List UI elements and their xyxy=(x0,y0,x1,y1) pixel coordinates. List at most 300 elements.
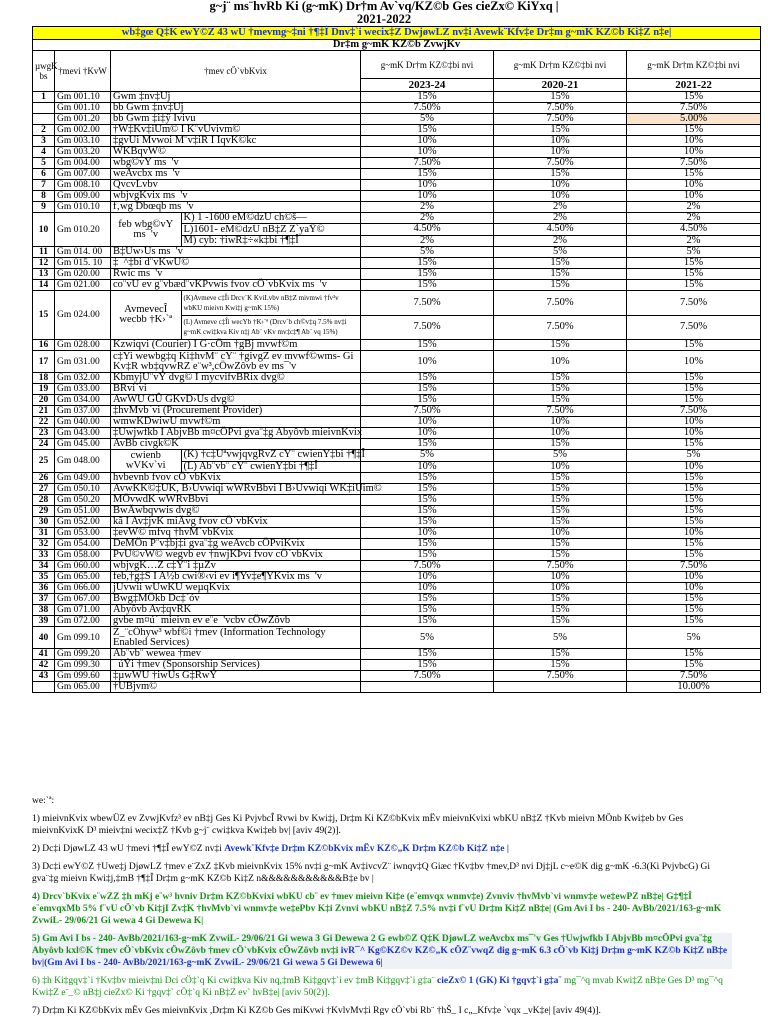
header-rate-3: g~mK Dr†m KZ©‡bi nvi xyxy=(627,51,761,79)
rate-2021-22-cell: 5% xyxy=(627,450,761,462)
serial-cell: 35 xyxy=(33,572,55,583)
serial-cell: 25 xyxy=(33,450,55,473)
rate-2020-21-cell: 15% xyxy=(494,495,627,506)
rate-2023-24-cell: 15% xyxy=(361,660,494,671)
serial-cell: 43 xyxy=(33,671,55,682)
sub-provider-cell: M) cyb: †iwR‡÷«k‡bi †¶‡Î xyxy=(183,234,299,246)
rate-2021-22-cell: 10% xyxy=(627,351,761,373)
rate-2021-22-cell: 2% xyxy=(627,235,761,246)
rate-2021-22-cell: 10% xyxy=(627,528,761,539)
serial-cell xyxy=(33,114,55,125)
service-code-cell: Gm 031.00 xyxy=(55,351,111,373)
rate-2020-21-cell: 15% xyxy=(494,506,627,517)
rate-2021-22-cell: 15% xyxy=(627,169,761,180)
rate-2023-24-cell: 15% xyxy=(361,373,494,384)
provider-cell: ‡hvMvb`vi (Procurement Provider) xyxy=(111,406,361,417)
service-code-cell: Gm 049.00 xyxy=(55,473,111,484)
service-code-cell: Gm 033.00 xyxy=(55,384,111,395)
table-row xyxy=(33,180,761,191)
rate-2021-22-cell: 10% xyxy=(627,417,761,428)
service-code-cell: Gm 010.10 xyxy=(55,202,111,213)
rate-2021-22-cell: 7.50% xyxy=(627,291,761,316)
provider-cell: c‡Yi wewbg‡q Ki‡hvM¨ cY¨ †givgZ ev mvwf©wms- Gi Kv‡R wb‡qvwRZ e¨w³,cÖwZôvb ev ms¯'v xyxy=(111,351,361,373)
provider-cell: gvbe m¤ú` mieivn ev e¨e¯'vcbv cÖwZôvb xyxy=(111,616,361,627)
rate-2021-22-cell: 10% xyxy=(627,428,761,439)
note-7: 7) Dr‡m Ki KZ©bKvix mËv Ges mieivnKvix ,Dr‡m Ki KZ©b Ges miKvwi †KvlvMv‡i Rgv cÖ`vbi Rb¨ †hŠ_ I c„_Kfv‡e `vqx _vK‡e| [aviv 49(4)]. xyxy=(32,1006,601,1016)
table-row xyxy=(33,247,761,258)
header-serial: µwgK bs xyxy=(33,51,55,92)
rate-2023-24-cell: 15% xyxy=(361,340,494,351)
table-row xyxy=(33,572,761,583)
rate-2020-21-cell: 7.50% xyxy=(494,561,627,572)
rate-2021-22-cell: 5% xyxy=(627,627,761,649)
rate-2021-22-cell: 5.00% xyxy=(627,114,761,125)
rate-2021-22-cell: 2% xyxy=(627,213,761,224)
rate-2021-22-cell: 10% xyxy=(627,572,761,583)
service-code-cell: Gm 099.10 xyxy=(55,627,111,649)
service-code-cell: Gm 004.00 xyxy=(55,158,111,169)
rate-2021-22-cell: 7.50% xyxy=(627,158,761,169)
provider-cell: Gwm ‡nv‡Uj xyxy=(111,92,361,103)
table-row xyxy=(33,351,761,373)
serial-cell: 34 xyxy=(33,561,55,572)
service-code-cell: Gm 099.60 xyxy=(55,671,111,682)
provider-cell: PvU©vW© wegvb ev †nwjKÞvi fvov cÖ`vbKvix xyxy=(111,550,361,561)
table-row xyxy=(33,114,761,125)
rate-2021-22-cell: 15% xyxy=(627,550,761,561)
table-row xyxy=(33,528,761,539)
rate-2020-21-cell: 15% xyxy=(494,373,627,384)
rate-2023-24-cell: 15% xyxy=(361,484,494,495)
rate-2020-21-cell: 10% xyxy=(494,417,627,428)
serial-cell xyxy=(33,682,55,693)
provider-cell: KbmyjU¨vÝ dvg© I mycvifvBRix dvg© xyxy=(111,373,361,384)
table-row xyxy=(33,169,761,180)
serial-cell: 15 xyxy=(33,291,55,340)
serial-cell: 14 xyxy=(33,280,55,291)
rate-2021-22-cell: 15% xyxy=(627,616,761,627)
rate-2023-24-cell: 15% xyxy=(361,395,494,406)
rate-2023-24-cell: 15% xyxy=(361,495,494,506)
service-code-cell: Gm 020.00 xyxy=(55,269,111,280)
rate-2020-21-cell: 15% xyxy=(494,439,627,450)
header-provider: †mev cÖ`vbKvix xyxy=(111,51,361,92)
serial-cell: 16 xyxy=(33,340,55,351)
serial-cell xyxy=(33,103,55,114)
provider-cell: wbjvgKvix ms¯'v xyxy=(111,191,361,202)
rate-2023-24-cell: 15% xyxy=(361,125,494,136)
table-row xyxy=(33,269,761,280)
table-row xyxy=(33,450,761,462)
rate-2023-24-cell: 15% xyxy=(361,280,494,291)
service-code-cell: Gm 024.00 xyxy=(55,291,111,340)
serial-cell: 32 xyxy=(33,539,55,550)
provider-cell: ‡gvUi Mvwoi M¨v‡iR I IqvK©kc xyxy=(111,136,361,147)
service-code-cell: Gm 021.00 xyxy=(55,280,111,291)
service-code-cell: Gm 008.10 xyxy=(55,180,111,191)
serial-cell: 21 xyxy=(33,406,55,417)
serial-cell: 31 xyxy=(33,528,55,539)
serial-cell: 26 xyxy=(33,473,55,484)
service-code-cell: Gm 099.30 xyxy=(55,660,111,671)
rate-2021-22-cell: 15% xyxy=(627,594,761,605)
rate-2020-21-cell: 15% xyxy=(494,125,627,136)
rate-2021-22-cell: 10% xyxy=(627,191,761,202)
table-row xyxy=(33,92,761,103)
service-code-cell: Gm 014. 00 xyxy=(55,247,111,258)
table-row xyxy=(33,213,761,224)
rate-2021-22-cell: 10% xyxy=(627,461,761,473)
provider-cell: Kzwiqvi (Courier) I G·cÖm †gBj mvwf©m xyxy=(111,340,361,351)
rate-2020-21-cell: 15% xyxy=(494,660,627,671)
rate-2021-22-cell: 7.50% xyxy=(627,103,761,114)
sub-provider-cell: K) 1 -1600 eM©dzU ch©š— xyxy=(181,213,360,224)
service-code-cell: Gm 053.00 xyxy=(55,528,111,539)
rate-2021-22-cell: 7.50% xyxy=(627,406,761,417)
provider-cell: weAvcbx ms¯'v xyxy=(111,169,361,180)
rate-2021-22-cell: 10% xyxy=(627,180,761,191)
rate-2023-24-cell: 15% xyxy=(361,258,494,269)
rate-2021-22-cell: 15% xyxy=(627,373,761,384)
rate-2023-24-cell: 7.50% xyxy=(361,671,494,682)
rate-2023-24-cell: 7.50% xyxy=(361,291,494,316)
serial-cell: 3 xyxy=(33,136,55,147)
provider-cell: Z_¨cÖhyw³ wbf©i †mev (Information Technology Enabled Services) xyxy=(111,627,361,649)
rate-2021-22-cell: 15% xyxy=(627,125,761,136)
rate-2023-24-cell xyxy=(361,682,494,693)
serial-cell: 8 xyxy=(33,191,55,202)
provider-cell: wbjvgK…Z c‡Y¨i ‡µZv xyxy=(111,561,361,572)
provider-cell: AvBb civgk©K xyxy=(111,439,361,450)
rate-2023-24-cell: 15% xyxy=(361,506,494,517)
rate-2020-21-cell: 15% xyxy=(494,594,627,605)
note-6: 6) ‡h Ki‡gqv‡`i †Kv‡bv mieiv‡ni Dci cÖ‡`q Ki cwi‡kva Kiv nq,‡mB Ki‡gqv‡`i ev ‡mB Ki‡gqv‡`i g‡a¨ cieZx© 1 (GK) Ki †gqv‡`i g‡a¨ mg¯^q mvab Kwi‡Z nB‡e Ges D³ mg¯^q Kwi‡Z e¨_© nB‡j cieZx© Ki †gqv‡` cÖ‡`q Ki nB‡Z ev` hvB‡e| [aviv 50(2)]. xyxy=(32,976,723,998)
rate-2023-24-cell: 10% xyxy=(361,191,494,202)
rate-2020-21-cell: 10% xyxy=(494,572,627,583)
rate-2023-24-cell: 10% xyxy=(361,583,494,594)
provider-cell: co¨vU ev g¨vbæd¨vKPvwis fvov cÖ`vbKvix ms¯'v xyxy=(111,280,361,291)
rate-2021-22-cell: 15% xyxy=(627,258,761,269)
rate-2020-21-cell: 10% xyxy=(494,428,627,439)
service-code-cell: Gm 067.00 xyxy=(55,594,111,605)
service-code-cell: Gm 071.00 xyxy=(55,605,111,616)
provider-cell: bb Gwm ‡i‡ÿ Ivivu xyxy=(111,114,361,125)
rate-2023-24-cell: 4.50% xyxy=(361,224,494,235)
serial-cell: 19 xyxy=(33,384,55,395)
serial-cell: 41 xyxy=(33,649,55,660)
serial-cell: 37 xyxy=(33,594,55,605)
note-5: 5) Gm Avi I bs - 240- AvBb/2021/163-g~mK ZvwiL- 29/06/21 Gi wewa 3 Gi Dewewa 2 G ewb©Z Q‡K DjøwLZ weAvcbx ms¯'v Ges †Uwjwfkb I AbjvBb m¤cÖPvi gva¨‡g Abyôvb kxl©K †mev cÖ`vbKvix cÖwZôvb †mev cÖ`vbKvix cÖwZôvb nv‡i ivR¯^ Kg©KZ©v KZ©„K cÖZ¨vwqZ dig g~mK 6.3 cÖ`vb Ki‡j Dr‡m g~mK KZ©b Ki‡Z nB‡e bv|(Gm Avi I bs - 240- AvBb/2021/163-g~mK ZvwiL- 29/06/21 Gi wewa 5 Gi Dewewa 6| xyxy=(32,933,732,969)
service-code-cell: Gm 065.00 xyxy=(55,572,111,583)
rate-2023-24-cell: 7.50% xyxy=(361,158,494,169)
provider-group-label: feb wbg©vY ms¯'v xyxy=(111,213,181,246)
rate-2020-21-cell: 10% xyxy=(494,461,627,473)
rate-2021-22-cell: 15% xyxy=(627,605,761,616)
table-row xyxy=(33,517,761,528)
table-row xyxy=(33,417,761,428)
table-row xyxy=(33,428,761,439)
rate-2021-22-cell: 10% xyxy=(627,136,761,147)
rate-2021-22-cell: 15% xyxy=(627,280,761,291)
rate-2023-24-cell: 5% xyxy=(361,247,494,258)
rate-2020-21-cell: 10% xyxy=(494,583,627,594)
rate-2020-21-cell: 15% xyxy=(494,258,627,269)
rate-2020-21-cell: 15% xyxy=(494,384,627,395)
rate-2023-24-cell: 15% xyxy=(361,539,494,550)
rate-2023-24-cell: 10% xyxy=(361,417,494,428)
rate-2023-24-cell: 5% xyxy=(361,114,494,125)
provider-cell: hvbevnb fvov cÖ`vbKvix xyxy=(111,473,361,484)
serial-cell: 40 xyxy=(33,627,55,649)
serial-cell: 22 xyxy=(33,417,55,428)
provider-cell: wmwKDwiwU mvwf©m xyxy=(111,417,361,428)
rate-2023-24-cell: 15% xyxy=(361,594,494,605)
serial-cell: 23 xyxy=(33,428,55,439)
banner-notice: wb‡gœ Q‡K ewY©Z 43 wU †mevmg~‡ni †¶‡Î Dnv‡`i wecix‡Z DwjøwLZ nv‡i Avewk¨Kfv‡e Dr‡m g~mK KZ©b Ki‡Z n‡e| xyxy=(33,27,761,40)
provider-cell: QvcvLvbv xyxy=(111,180,361,191)
rate-2020-21-cell: 15% xyxy=(494,550,627,561)
serial-cell: 6 xyxy=(33,169,55,180)
rate-2021-22-cell: 5% xyxy=(627,247,761,258)
service-code-cell: Gm 050.10 xyxy=(55,484,111,495)
serial-cell: 28 xyxy=(33,495,55,506)
notes-label: we:`ª: xyxy=(32,796,55,806)
rate-2023-24-cell: 10% xyxy=(361,351,494,373)
rate-2023-24-cell: 10% xyxy=(361,136,494,147)
serial-cell: 20 xyxy=(33,395,55,406)
rate-2023-24-cell: 15% xyxy=(361,439,494,450)
rate-2023-24-cell: 15% xyxy=(361,605,494,616)
rate-2023-24-cell: 10% xyxy=(361,428,494,439)
provider-cell: MÖvwdK wWRvBbvi xyxy=(111,495,361,506)
rate-2020-21-cell: 5% xyxy=(494,450,627,462)
rate-2020-21-cell: 15% xyxy=(494,473,627,484)
rate-2023-24-cell: 10% xyxy=(361,180,494,191)
provider-cell: WKBqvW© xyxy=(111,147,361,158)
rate-2021-22-cell: 15% xyxy=(627,660,761,671)
rate-2021-22-cell: 15% xyxy=(627,269,761,280)
serial-cell: 33 xyxy=(33,550,55,561)
table-row xyxy=(33,373,761,384)
serial-cell: 29 xyxy=(33,506,55,517)
title-line-2: 2021-2022 xyxy=(356,12,412,26)
header-service-code: †mevi †KvW xyxy=(55,51,111,92)
rate-2021-22-cell: 15% xyxy=(627,395,761,406)
service-code-cell: Gm 052.00 xyxy=(55,517,111,528)
sub-provider-cell: (L) Avmeve c‡Îi wecYb †K›`ª (Drcv`b ch©v‡q 7.5% nv‡i g~mK cwi‡kva Kiv n‡j Ab¨ vKv mv‡c‡¶ Ab¨ vq 15%) xyxy=(183,318,347,337)
rate-2020-21-cell: 7.50% xyxy=(494,114,627,125)
rate-2023-24-cell: 5% xyxy=(361,450,494,462)
provider-cell: jUvwii wUwKU weµqKvix xyxy=(111,583,361,594)
service-code-cell: Gm 060.00 xyxy=(55,561,111,572)
rate-2023-24-cell: 15% xyxy=(361,550,494,561)
provider-cell: Rwic ms¯'v xyxy=(111,269,361,280)
rate-2023-24-cell: 7.50% xyxy=(361,406,494,417)
sub-provider-cell: (L) Ab¨vb¨ cY¨ cwienY‡bi †¶‡Î xyxy=(183,460,318,472)
rate-2021-22-cell: 15% xyxy=(627,539,761,550)
provider-group-label: AvmevecÎ wecbb †K›`ª xyxy=(111,291,181,339)
rate-2020-21-cell xyxy=(494,682,627,693)
rate-2020-21-cell: 10% xyxy=(494,136,627,147)
table-row xyxy=(33,539,761,550)
rate-2020-21-cell: 7.50% xyxy=(494,315,627,340)
rate-2020-21-cell: 5% xyxy=(494,627,627,649)
table-row xyxy=(33,649,761,660)
service-code-cell: Gm 034.00 xyxy=(55,395,111,406)
rate-2021-22-cell: 2% xyxy=(627,202,761,213)
service-code-cell: Gm 051.00 xyxy=(55,506,111,517)
rate-2020-21-cell: 15% xyxy=(494,169,627,180)
table-row xyxy=(33,627,761,649)
title-line-1: g~j¨ ms¨hvRb Ki (g~mK) Dr†m Av`vq/KZ©b Ges cieZx© KiYxq | xyxy=(209,0,559,13)
service-code-cell: Gm 054.00 xyxy=(55,539,111,550)
table-row xyxy=(33,395,761,406)
serial-cell: 12 xyxy=(33,258,55,269)
rate-2021-22-cell: 7.50% xyxy=(627,561,761,572)
provider-group-label: cwienb wVKv`vi xyxy=(111,450,181,472)
provider-cell: BwÄwbqvwis dvg© xyxy=(111,506,361,517)
table-row xyxy=(33,125,761,136)
notes-section xyxy=(32,795,732,1023)
provider-cell: ‡µwWU †iwUs G‡RwÝ xyxy=(111,671,361,682)
serial-cell: 13 xyxy=(33,269,55,280)
serial-cell: 38 xyxy=(33,605,55,616)
service-code-cell: Gm 001.10 xyxy=(55,92,111,103)
rate-2020-21-cell: 7.50% xyxy=(494,158,627,169)
table-row xyxy=(33,506,761,517)
provider-group-cell xyxy=(111,291,361,340)
service-code-cell: Gm 045.00 xyxy=(55,439,111,450)
rate-2020-21-cell: 10% xyxy=(494,180,627,191)
rate-2020-21-cell: 2% xyxy=(494,202,627,213)
provider-cell: DeMÖn P¨v‡bj‡i gva¨‡g weAvcb cÖPviKvix xyxy=(111,539,361,550)
serial-cell: 18 xyxy=(33,373,55,384)
provider-cell: Abyôvb Av‡qvRK xyxy=(111,605,361,616)
serial-cell: 2 xyxy=(33,125,55,136)
provider-cell: kã I Av‡jvK miÄvg fvov cÖ`vbKvix xyxy=(111,517,361,528)
rate-2021-22-cell: 15% xyxy=(627,484,761,495)
rate-2021-22-cell: 15% xyxy=(627,506,761,517)
serial-cell: 42 xyxy=(33,660,55,671)
table-row xyxy=(33,550,761,561)
rate-2023-24-cell: 7.50% xyxy=(361,561,494,572)
service-code-cell: Gm 043.00 xyxy=(55,428,111,439)
header-year-1: 2023-24 xyxy=(361,79,494,92)
serial-cell: 11 xyxy=(33,247,55,258)
service-code-cell: Gm 048.00 xyxy=(55,450,111,473)
rate-2021-22-cell: 15% xyxy=(627,495,761,506)
provider-group-cell xyxy=(111,449,365,473)
service-code-cell: Gm 058.00 xyxy=(55,550,111,561)
rate-2020-21-cell: 5% xyxy=(494,247,627,258)
rate-2023-24-cell: 5% xyxy=(361,627,494,649)
table-subtitle: Dr‡m g~mK KZ©b ZvwjKv xyxy=(33,40,761,51)
service-code-cell: Gm 037.00 xyxy=(55,406,111,417)
table-row xyxy=(33,561,761,572)
rate-2023-24-cell: 15% xyxy=(361,649,494,660)
rate-2021-22-cell: 15% xyxy=(627,92,761,103)
provider-cell: AwWU GÛ GKvD›Us dvg© xyxy=(111,395,361,406)
rate-2023-24-cell: 10% xyxy=(361,572,494,583)
sub-provider-cell: L)1601- eM©dzU nB‡Z Z`yaŸ© xyxy=(181,224,360,235)
service-code-cell: Gm 003.20 xyxy=(55,147,111,158)
rate-2020-21-cell: 7.50% xyxy=(494,671,627,682)
rate-2023-24-cell: 2% xyxy=(361,235,494,246)
table-row xyxy=(33,583,761,594)
rate-2020-21-cell: 2% xyxy=(494,213,627,224)
rate-2021-22-cell: 15% xyxy=(627,517,761,528)
serial-cell: 39 xyxy=(33,616,55,627)
rate-2023-24-cell: 10% xyxy=(361,528,494,539)
table-row xyxy=(33,103,761,114)
rate-2023-24-cell: 15% xyxy=(361,169,494,180)
table-row xyxy=(33,340,761,351)
table-row xyxy=(33,682,761,693)
rate-2021-22-cell: 15% xyxy=(627,340,761,351)
service-code-cell: Gm 099.20 xyxy=(55,649,111,660)
rate-2020-21-cell: 15% xyxy=(494,484,627,495)
service-code-cell: Gm 009.00 xyxy=(55,191,111,202)
service-code-cell: Gm 050.20 xyxy=(55,495,111,506)
header-year-2: 2020-21 xyxy=(494,79,627,92)
table-row xyxy=(33,406,761,417)
service-code-cell: Gm 015. 10 xyxy=(55,258,111,269)
rate-2023-24-cell: 15% xyxy=(361,517,494,528)
service-code-cell: Gm 001.20 xyxy=(55,114,111,125)
rate-2023-24-cell: 10% xyxy=(361,147,494,158)
table-row xyxy=(33,147,761,158)
table-row xyxy=(33,616,761,627)
rate-2021-22-cell: 15% xyxy=(627,649,761,660)
provider-cell: ‡¯^‡bi d¨vKwU© xyxy=(111,258,361,269)
rate-2021-22-cell: 15% xyxy=(627,473,761,484)
provider-cell: bb Gwm ‡nv‡Uj xyxy=(111,103,361,114)
serial-cell: 7 xyxy=(33,180,55,191)
rate-2021-22-cell: 10% xyxy=(627,147,761,158)
table-row xyxy=(33,202,761,213)
provider-cell: Bwg‡MÖkb Dc‡`óv xyxy=(111,594,361,605)
vds-rate-table xyxy=(32,26,761,693)
note-4: 4) Drcv`bKvix e¨wZZ ‡h mKj e¨w³ hvniv Dr‡m KZ©bKvixi wbKU cb¨ ev †mev mieivn Ki‡e (e¨emvqx wnmv‡e) Zvnviv †hvMvb`vi wnmv‡e we‡ewPZ nB‡e| G‡¶‡Î e¨emvqxMb 5% f¨vU cÖ`vb Ki‡jI Zv‡K †hvMvb`vi wnmv‡e we‡ePbv K‡i Zvnvi wbKU nB‡Z 7.5% nv‡i f¨vU Dr‡m Ki‡Z nB‡e| (Gm Avi I bs - 240- AvBb/2021/163-g~mK ZvwiL- 29/06/21 Gi wewa 4 Gi Dewewa K| xyxy=(32,892,722,926)
table-row xyxy=(33,594,761,605)
service-code-cell: Gm 066.00 xyxy=(55,583,111,594)
table-row xyxy=(33,280,761,291)
rate-2020-21-cell: 10% xyxy=(494,147,627,158)
rate-2023-24-cell: 2% xyxy=(361,202,494,213)
rate-2023-24-cell: 2% xyxy=(361,213,494,224)
service-code-cell: Gm 001.10 xyxy=(55,103,111,114)
rate-2023-24-cell: 15% xyxy=(361,269,494,280)
sub-provider-cell: (K)Avmeve c‡Îi Drcv`K KviLvbv nB‡Z mivmwi †fv³v wbKU mieivn Kwi‡j g~mK 15%) xyxy=(181,291,360,315)
service-code-cell: Gm 040.00 xyxy=(55,417,111,428)
serial-cell: 17 xyxy=(33,351,55,373)
provider-cell: ‡evW© mfvq †hvM`vbKvix xyxy=(111,528,361,539)
table-row xyxy=(33,660,761,671)
serial-cell: 24 xyxy=(33,439,55,450)
rate-2023-24-cell: 15% xyxy=(361,384,494,395)
rate-2020-21-cell: 7.50% xyxy=(494,406,627,417)
service-code-cell: Gm 032.00 xyxy=(55,373,111,384)
serial-cell: 30 xyxy=(33,517,55,528)
rate-2020-21-cell: 15% xyxy=(494,280,627,291)
table-row xyxy=(33,671,761,682)
table-row xyxy=(33,495,761,506)
provider-cell: feb,†g‡S I A½b cwi®‹vi ev i¶Yv‡e¶YKvix ms¯'v xyxy=(111,572,361,583)
header-year-3: 2021-22 xyxy=(627,79,761,92)
table-row xyxy=(33,258,761,269)
service-code-cell: Gm 007.00 xyxy=(55,169,111,180)
service-code-cell: Gm 002.00 xyxy=(55,125,111,136)
